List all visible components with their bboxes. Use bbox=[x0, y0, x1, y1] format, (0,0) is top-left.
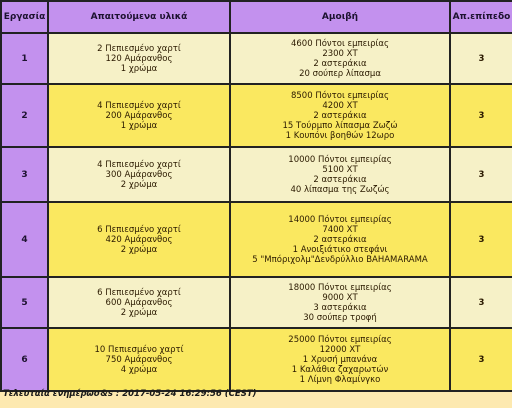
material-line: 2 χρώμα bbox=[120, 244, 158, 255]
material-line: 420 Αμάρανθος bbox=[105, 234, 173, 245]
material-line: 600 Αμάρανθος bbox=[105, 297, 173, 308]
material-line: 6 Πεπιεσμένο χαρτί bbox=[97, 287, 181, 298]
material-line: 4 Πεπιεσμένο χαρτί bbox=[97, 100, 181, 111]
reward-line: 9000 ΧΤ bbox=[322, 292, 358, 303]
task-number: 4 bbox=[1, 202, 48, 277]
table-row bbox=[1, 328, 512, 391]
header-level: Απ.επίπεδο bbox=[450, 1, 512, 33]
reward-line: 1 Ανοιξιάτικο στεφάνι bbox=[292, 244, 388, 255]
reward-line: 12000 ΧΤ bbox=[319, 344, 361, 355]
table-row bbox=[1, 147, 512, 202]
reward-line: 2 αστεράκια bbox=[313, 58, 367, 69]
material-line: 1 χρώμα bbox=[120, 120, 158, 131]
reward-line: 3 αστεράκια bbox=[313, 302, 367, 313]
task-number: 3 bbox=[1, 147, 48, 202]
materials-cell bbox=[48, 202, 230, 277]
reward-cell bbox=[230, 33, 450, 84]
materials-cell bbox=[48, 328, 230, 391]
header-reward: Αμοιβή bbox=[230, 1, 450, 33]
materials-cell bbox=[48, 84, 230, 147]
material-line: 10 Πεπιεσμένο χαρτί bbox=[94, 344, 184, 355]
header-row bbox=[1, 1, 512, 33]
reward-line: 8500 Πόντοι εμπειρίας bbox=[290, 90, 390, 101]
materials-cell bbox=[48, 147, 230, 202]
task-number: 5 bbox=[1, 277, 48, 328]
reward-line: 40 λίπασμα της Ζωζώς bbox=[290, 184, 390, 195]
reward-line: 1 Λίμνη Φλαμίνγκο bbox=[299, 374, 381, 385]
material-line: 2 Πεπιεσμένο χαρτί bbox=[97, 43, 181, 54]
task-number: 6 bbox=[1, 328, 48, 391]
reward-cell bbox=[230, 277, 450, 328]
materials-cell bbox=[48, 33, 230, 84]
header-task: Εργασία bbox=[1, 1, 48, 33]
table-row bbox=[1, 33, 512, 84]
material-line: 4 χρώμα bbox=[120, 364, 158, 375]
material-line: 120 Αμάρανθος bbox=[105, 53, 173, 64]
reward-line: 18000 Πόντοι εμπειρίας bbox=[288, 282, 392, 293]
required-level: 3 bbox=[450, 84, 512, 147]
reward-cell bbox=[230, 84, 450, 147]
reward-cell bbox=[230, 328, 450, 391]
reward-line: 1 Κουπόνι βοηθών 12ωρο bbox=[285, 130, 395, 141]
reward-line: 1 Χρυσή μπανάνα bbox=[302, 354, 378, 365]
required-level: 3 bbox=[450, 33, 512, 84]
material-line: 750 Αμάρανθος bbox=[105, 354, 173, 365]
required-level: 3 bbox=[450, 147, 512, 202]
reward-line: 7400 ΧΤ bbox=[322, 224, 358, 235]
reward-line: 2 αστεράκια bbox=[313, 110, 367, 121]
task-number: 2 bbox=[1, 84, 48, 147]
required-level: 3 bbox=[450, 328, 512, 391]
reward-cell bbox=[230, 147, 450, 202]
last-updated-footer: Τελευταία ενημέρωσ&s : 2017-05-24 16:29:56 (CEST) bbox=[3, 389, 257, 399]
materials-cell bbox=[48, 277, 230, 328]
reward-line: 20 σούπερ λίπασμα bbox=[299, 68, 381, 79]
material-line: 200 Αμάρανθος bbox=[105, 110, 173, 121]
material-line: 6 Πεπιεσμένο χαρτί bbox=[97, 224, 181, 235]
reward-line: 2 αστεράκια bbox=[313, 174, 367, 185]
reward-line: 25000 Πόντοι εμπειρίας bbox=[288, 334, 392, 345]
material-line: 4 Πεπιεσμένο χαρτί bbox=[97, 159, 181, 170]
material-line: 2 χρώμα bbox=[120, 307, 158, 318]
reward-line: 5100 ΧΤ bbox=[322, 164, 358, 175]
table-row bbox=[1, 277, 512, 328]
required-level: 3 bbox=[450, 277, 512, 328]
reward-line: 4600 Πόντοι εμπειρίας bbox=[290, 38, 390, 49]
header-materials: Απαιτούμενα υλικά bbox=[48, 1, 230, 33]
material-line: 300 Αμάρανθος bbox=[105, 169, 173, 180]
reward-line: 2300 ΧΤ bbox=[322, 48, 358, 59]
table-row bbox=[1, 202, 512, 277]
reward-line: 1 Καλάθια ζαχαρωτών bbox=[291, 364, 389, 375]
reward-line: 2 αστεράκια bbox=[313, 234, 367, 245]
required-level: 3 bbox=[450, 202, 512, 277]
table-row bbox=[1, 84, 512, 147]
material-line: 1 χρώμα bbox=[120, 63, 158, 74]
reward-cell bbox=[230, 202, 450, 277]
task-number: 1 bbox=[1, 33, 48, 84]
material-line: 2 χρώμα bbox=[120, 179, 158, 190]
reward-line: 10000 Πόντοι εμπειρίας bbox=[288, 154, 392, 165]
reward-line: 30 σούπερ τροφή bbox=[303, 312, 377, 323]
reward-line: 14000 Πόντοι εμπειρίας bbox=[288, 214, 392, 225]
reward-line: 4200 ΧΤ bbox=[322, 100, 358, 111]
reward-line: 5 "Μπόριχολμ"Δενδρύλλιο BAHAMARAMA bbox=[252, 254, 428, 265]
reward-line: 15 Τούρμπο λίπασμα Ζωζώ bbox=[282, 120, 398, 131]
